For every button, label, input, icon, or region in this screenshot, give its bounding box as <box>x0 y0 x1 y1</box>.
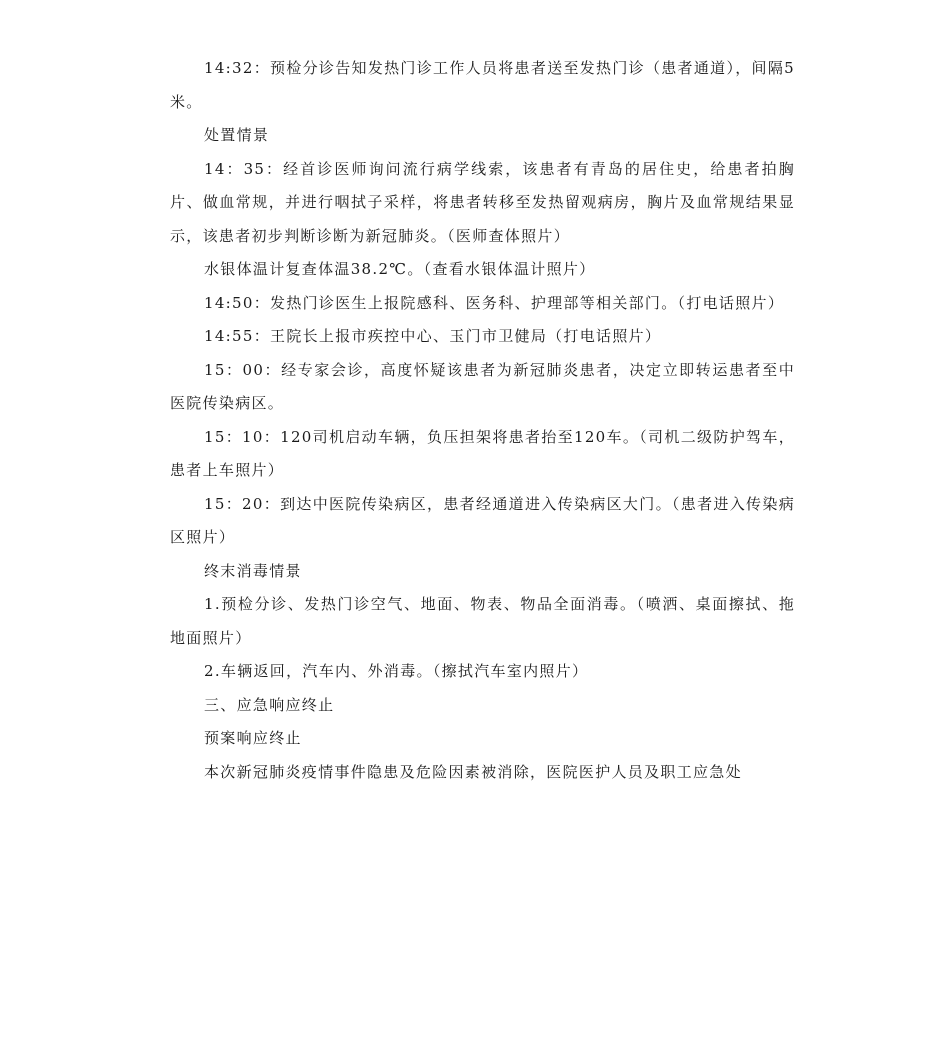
paragraph-temperature-recheck: 水银体温计复查体温38.2℃。（查看水银体温计照片） <box>204 260 596 278</box>
paragraph-disinfection-item-1: 1.预检分诊、发热门诊空气、地面、物表、物品全面消毒。（喷洒、桌面擦拭、拖地面照片） <box>170 595 795 647</box>
paragraph-1432-triage: 14:32：预检分诊告知发热门诊工作人员将患者送至发热门诊（患者通道），间隔5米。 <box>170 59 795 111</box>
section-heading-terminal-disinfection: 终末消毒情景 <box>204 561 302 580</box>
subheading-plan-termination: 预案响应终止 <box>204 729 302 747</box>
paragraph-1435-first-diagnosis: 14：35：经首诊医师询问流行病学线索，该患者有青岛的居住史，给患者拍胸片、做血常规，并进行咽拭子采样，将患者转移至发热留观病房，胸片及血常规结果显示，该患者初步判断诊断为新冠肺炎。（医师查体照片） <box>170 159 795 245</box>
paragraph-1500-consultation: 15：00：经专家会诊，高度怀疑该患者为新冠肺炎患者，决定立即转运患者至中医院传染病区。 <box>170 360 795 412</box>
section-heading-emergency-termination: 三、应急响应终止 <box>204 695 335 714</box>
section-heading-disposal: 处置情景 <box>204 126 270 144</box>
paragraph-1510-ambulance: 15：10：120司机启动车辆，负压担架将患者抬至120车。（司机二级防护驾车，患者上车照片） <box>170 427 795 479</box>
paragraph-termination-body: 本次新冠肺炎疫情事件隐患及危险因素被消除，医院医护人员及职工应急处 <box>204 762 742 781</box>
document-body <box>170 52 795 789</box>
paragraph-1455-report: 14:55：王院长上报市疾控中心、玉门市卫健局（打电话照片） <box>204 327 662 345</box>
paragraph-1450-report: 14:50：发热门诊医生上报院感科、医务科、护理部等相关部门。（打电话照片） <box>204 293 785 312</box>
paragraph-disinfection-item-2: 2.车辆返回，汽车内、外消毒。（擦拭汽车室内照片） <box>204 662 589 680</box>
paragraph-1520-arrival: 15：20：到达中医院传染病区，患者经通道进入传染病区大门。（患者进入传染病区照片） <box>170 494 795 546</box>
